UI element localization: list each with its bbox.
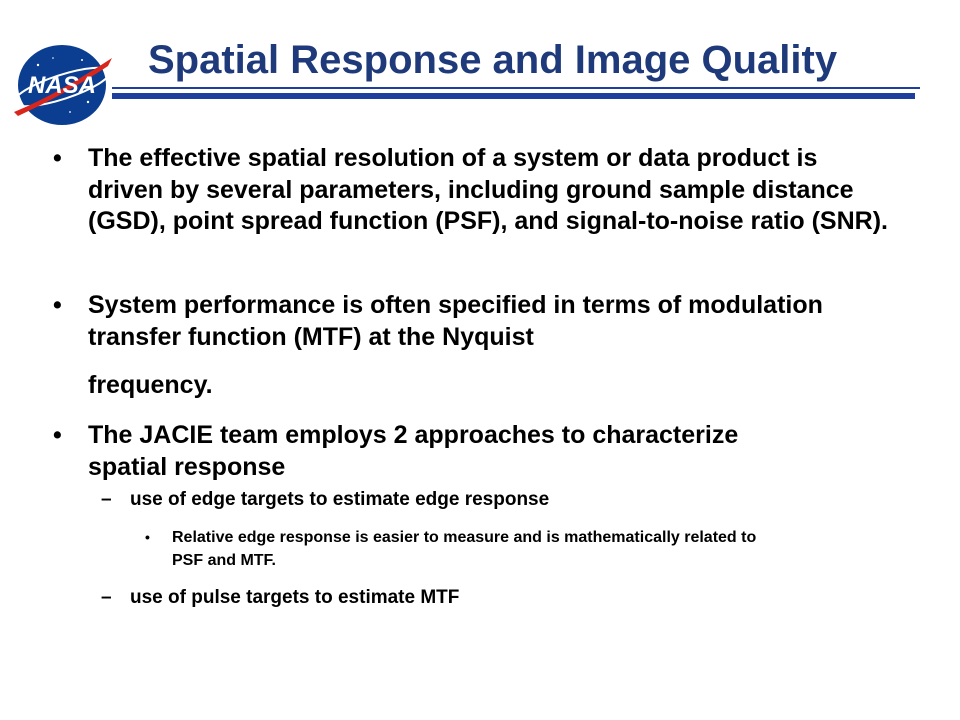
bullet-continuation — [88, 370, 888, 402]
sub-bullet-item — [101, 586, 890, 610]
sub-bullet-text: use of edge targets to estimate edge response — [130, 489, 550, 510]
bullet-item — [53, 290, 888, 353]
title-rule-thick — [112, 93, 915, 99]
sub-sub-bullet-item — [145, 526, 772, 572]
dash-marker: – — [101, 587, 112, 608]
dash-marker: – — [101, 489, 112, 510]
sub-bullet-text: use of pulse targets to estimate MTF — [130, 587, 460, 608]
bullet-text: System performance is often specified in terms of modulation transfer function (MTF) at the Nyquist — [88, 291, 823, 351]
slide-title: Spatial Response and Image Quality — [148, 38, 838, 82]
logo-wordmark: NASA — [27, 72, 97, 99]
bullet-text: frequency. — [88, 371, 213, 399]
bullet-item — [53, 420, 788, 483]
bullet-marker: • — [53, 291, 62, 319]
bullet-marker: • — [145, 529, 150, 545]
title-rule-thin — [112, 87, 920, 89]
bullet-item — [53, 143, 888, 238]
nasa-logo — [8, 40, 116, 130]
bullet-text: The effective spatial resolution of a system or data product is driven by several parameters, including ground sample distance (GSD), point spread function (PSF), and signal-to-noise ratio (SNR). — [88, 144, 888, 235]
bullet-marker: • — [53, 421, 62, 449]
sub-sub-bullet-text: Relative edge response is easier to measure and is mathematically related to PSF and MTF. — [172, 529, 757, 569]
bullet-marker: • — [53, 144, 62, 172]
bullet-text: The JACIE team employs 2 approaches to characterize spatial response — [88, 421, 739, 481]
sub-bullet-item — [101, 488, 890, 512]
